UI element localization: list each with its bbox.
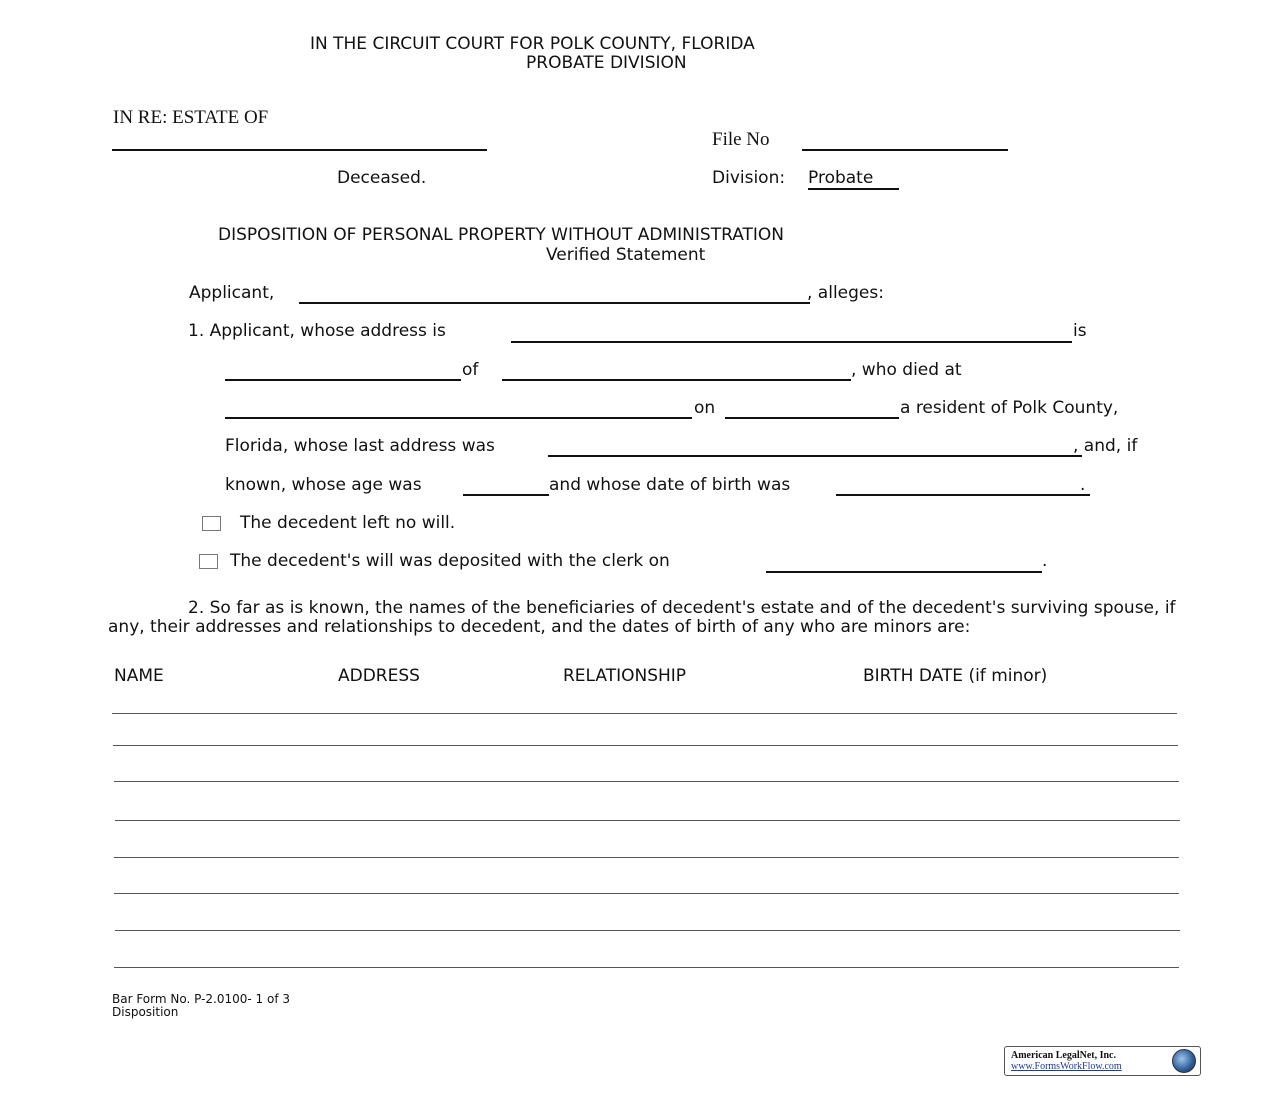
- decedent-name-field[interactable]: [502, 379, 851, 381]
- relationship-field[interactable]: [225, 379, 461, 381]
- division-label: Division:: [712, 168, 786, 188]
- item1-label: 1. Applicant, whose address is: [188, 321, 446, 341]
- resident-of-label: a resident of Polk County,: [900, 398, 1119, 418]
- and-if-label: , and, if: [1073, 436, 1138, 456]
- who-died-at-label: , who died at: [851, 360, 962, 380]
- age-label: known, whose age was: [225, 475, 422, 495]
- col-relationship-header: RELATIONSHIP: [563, 666, 687, 686]
- of-label: of: [462, 360, 479, 380]
- table-row[interactable]: [114, 967, 1179, 968]
- applicant-label: Applicant,: [189, 283, 275, 303]
- dob-period: .: [1080, 475, 1086, 495]
- col-address-header: ADDRESS: [338, 666, 420, 686]
- col-name-header: NAME: [114, 666, 164, 686]
- table-row[interactable]: [114, 857, 1179, 858]
- item2-paragraph: 2. So far as is known, the names of the beneficiaries of decedent's estate and of the decedent's surviving spouse, if any, their addresses and relationships to decedent, and the dates of birth of any who are minors are:: [108, 598, 1176, 637]
- dob-field[interactable]: [836, 494, 1090, 496]
- file-no-field[interactable]: [802, 149, 1008, 151]
- table-row[interactable]: [115, 820, 1180, 821]
- date-of-death-field[interactable]: [725, 417, 899, 419]
- estate-name-field[interactable]: [112, 149, 487, 151]
- will-deposit-date-field[interactable]: [766, 571, 1042, 573]
- deceased-label: Deceased.: [337, 168, 427, 188]
- division-title: PROBATE DIVISION: [526, 53, 687, 73]
- table-row[interactable]: [114, 893, 1179, 894]
- form-title: DISPOSITION OF PERSONAL PROPERTY WITHOUT ADMINISTRATION: [218, 225, 785, 245]
- no-will-label: The decedent left no will.: [240, 513, 456, 533]
- form-subtitle: Verified Statement: [546, 245, 706, 265]
- no-will-checkbox[interactable]: [202, 516, 221, 531]
- dob-label: and whose date of birth was: [549, 475, 791, 495]
- in-re-label: IN RE: ESTATE OF: [113, 107, 269, 128]
- logo-company: American LegalNet, Inc.: [1011, 1050, 1116, 1061]
- last-address-field[interactable]: [548, 455, 1082, 457]
- division-value[interactable]: Probate: [808, 168, 874, 188]
- file-no-label: File No: [712, 129, 770, 150]
- table-row[interactable]: [113, 745, 1178, 746]
- on-label: on: [694, 398, 716, 418]
- legalnet-logo[interactable]: [1004, 1046, 1201, 1076]
- form-number: Bar Form No. P-2.0100- 1 of 3: [112, 992, 291, 1006]
- applicant-name-field[interactable]: [299, 302, 810, 304]
- col-birthdate-header: BIRTH DATE (if minor): [863, 666, 1048, 686]
- age-field[interactable]: [463, 494, 549, 496]
- last-address-label: Florida, whose last address was: [225, 436, 495, 456]
- is-label: is: [1073, 321, 1087, 341]
- will-period: .: [1042, 551, 1048, 571]
- form-name: Disposition: [112, 1005, 179, 1019]
- will-deposited-checkbox[interactable]: [199, 554, 218, 569]
- table-row[interactable]: [114, 781, 1179, 782]
- applicant-address-field[interactable]: [511, 341, 1072, 343]
- will-deposited-label: The decedent's will was deposited with the clerk on: [230, 551, 670, 571]
- logo-url[interactable]: www.FormsWorkFlow.com: [1011, 1061, 1122, 1072]
- place-of-death-field[interactable]: [225, 417, 692, 419]
- table-row[interactable]: [115, 930, 1180, 931]
- court-title: IN THE CIRCUIT COURT FOR POLK COUNTY, FLORIDA: [310, 34, 755, 54]
- alleges-label: , alleges:: [807, 283, 884, 303]
- division-underline: [808, 188, 899, 190]
- globe-icon: [1172, 1049, 1196, 1073]
- table-row[interactable]: [112, 713, 1177, 714]
